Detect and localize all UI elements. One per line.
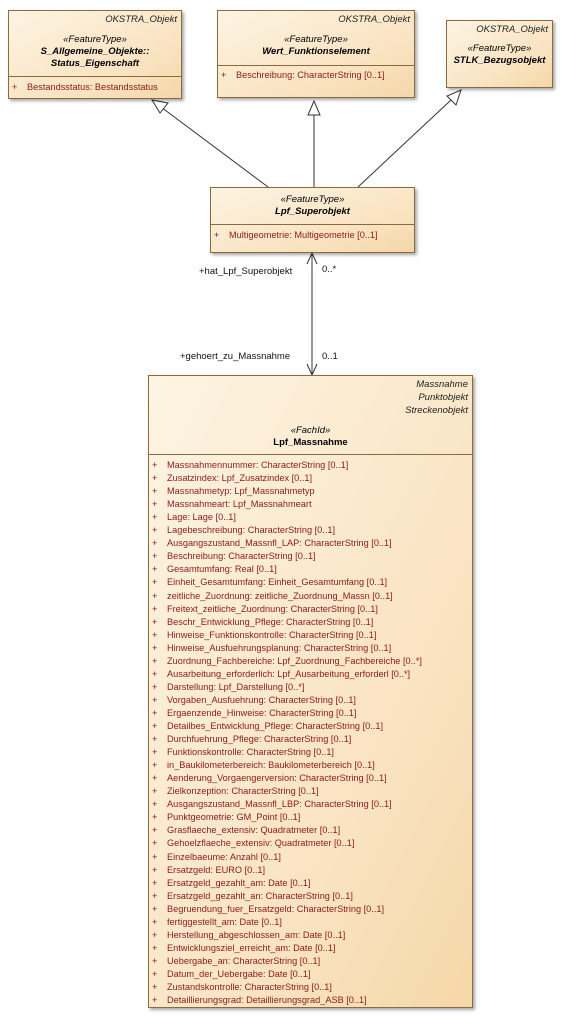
attribute-row[interactable]	[152, 511, 470, 524]
visibility-marker: +	[152, 825, 158, 836]
attribute-row[interactable]	[152, 798, 470, 811]
visibility-marker: +	[152, 551, 158, 562]
package-label-1: Massnahme	[416, 379, 468, 390]
stereotype-label: «FeatureType»	[280, 194, 345, 205]
visibility-marker: +	[152, 890, 158, 901]
generalization-status	[161, 107, 268, 187]
class-name: Wert_Funktionselement	[262, 46, 370, 57]
attribute-text: Aenderung_Vorgaengerversion: CharacterString [0..1]	[167, 773, 387, 784]
visibility-marker: +	[152, 955, 158, 966]
association-multiplicity-top: 0..*	[322, 264, 337, 275]
attribute-row[interactable]	[152, 746, 470, 759]
visibility-marker: +	[152, 694, 158, 705]
visibility-marker: +	[152, 460, 158, 470]
visibility-marker: +	[152, 916, 158, 927]
attribute-text: Massnahmeart: Lpf_Massnahmeart	[167, 499, 312, 510]
class-stlk-bezugsobjekt[interactable]	[446, 20, 553, 88]
attribute-text: Hinweise_Funktionskontrolle: CharacterString [0..1]	[167, 629, 377, 640]
attribute-text: Funktionskontrolle: CharacterString [0..1]	[167, 747, 334, 758]
attribute-text: Ausgangszustand_Massnfl_LBP: CharacterString [0..1]	[167, 799, 392, 810]
attribute-text: Freitext_zeitliche_Zuordnung: CharacterString [0..1]	[167, 603, 378, 614]
attribute-row[interactable]	[152, 785, 470, 798]
attribute-row[interactable]	[152, 655, 470, 668]
attribute-row[interactable]	[152, 563, 470, 576]
visibility-marker: +	[152, 982, 158, 992]
visibility-marker: +	[152, 903, 158, 914]
generalization-stlk	[358, 100, 451, 187]
visibility-marker: +	[214, 230, 220, 240]
attribute-row[interactable]	[152, 485, 470, 498]
visibility-marker: +	[152, 603, 158, 614]
attribute-text: Hinweise_Ausfuehrungsplanung: CharacterString [0..1]	[167, 642, 392, 653]
attribute-text: Zusatzindex: Lpf_Zusatzindex [0..1]	[167, 473, 313, 484]
class-status-eigenschaft[interactable]	[8, 10, 182, 99]
attribute-text: Bestandsstatus: Bestandsstatus	[27, 82, 158, 92]
visibility-marker: +	[152, 760, 158, 771]
class-lpf-massnahme[interactable]	[148, 375, 473, 1008]
compartment-divider	[9, 76, 181, 77]
generalization-arrowhead-stlk	[447, 90, 461, 105]
attribute-row[interactable]	[152, 890, 470, 903]
visibility-marker: +	[152, 734, 158, 745]
generalization-arrowhead-wert	[308, 101, 320, 115]
attribute-text: Multigeometrie: Multigeometrie [0..1]	[229, 230, 378, 240]
attribute-row[interactable]	[152, 759, 470, 772]
attribute-row[interactable]	[152, 772, 470, 785]
attribute-text: Beschreibung: CharacterString [0..1]	[167, 551, 316, 562]
visibility-marker: +	[152, 838, 158, 849]
stereotype-label: «FachId»	[290, 425, 331, 436]
class-name: Lpf_Massnahme	[273, 437, 348, 448]
attribute-text: Massnahmennummer: CharacterString [0..1]	[167, 460, 349, 470]
visibility-marker: +	[152, 877, 158, 888]
visibility-marker: +	[152, 681, 158, 692]
visibility-marker: +	[152, 707, 158, 718]
attribute-row[interactable]	[152, 498, 470, 511]
attribute-row[interactable]	[152, 629, 470, 642]
attribute-row[interactable]	[152, 981, 470, 994]
attribute-row[interactable]	[152, 472, 470, 485]
visibility-marker: +	[152, 747, 158, 758]
visibility-marker: +	[152, 812, 158, 823]
visibility-marker: +	[152, 642, 158, 653]
attribute-row[interactable]	[12, 81, 179, 94]
visibility-marker: +	[152, 577, 158, 588]
attribute-text: in_Baukilometerbereich: Baukilometerbereich [0..1]	[167, 760, 375, 771]
attribute-row[interactable]	[152, 524, 470, 537]
attribute-row[interactable]	[221, 69, 412, 82]
attribute-text: Darstellung: Lpf_Darstellung [0..*]	[167, 681, 305, 692]
visibility-marker: +	[152, 995, 158, 1006]
class-name: STLK_Bezugsobjekt	[453, 55, 546, 66]
visibility-marker: +	[152, 486, 158, 497]
attribute-row[interactable]	[152, 837, 470, 850]
visibility-marker: +	[152, 799, 158, 810]
stereotype-label: «FeatureType»	[63, 34, 127, 45]
attribute-text: zeitliche_Zuordnung: zeitliche_Zuordnung_Massn [0..1]	[167, 590, 393, 601]
visibility-marker: +	[152, 773, 158, 784]
attribute-text: Ausgangszustand_Massnfl_LAP: CharacterString [0..1]	[167, 538, 392, 549]
association-multiplicity-bottom: 0..1	[322, 351, 338, 362]
attribute-text: Uebergabe_an: CharacterString [0..1]	[167, 955, 321, 966]
attribute-text: Vorgaben_Ausfuehrung: CharacterString [0..1]	[167, 694, 356, 705]
attribute-text: Ersatzgeld_gezahlt_an: CharacterString [0..1]	[167, 890, 353, 901]
visibility-marker: +	[152, 968, 158, 979]
attribute-row[interactable]	[152, 550, 470, 563]
class-wert-funktionselement[interactable]	[217, 10, 415, 98]
visibility-marker: +	[152, 629, 158, 640]
attribute-row[interactable]	[152, 851, 470, 864]
attribute-row[interactable]	[152, 955, 470, 968]
association-role-bottom: +gehoert_zu_Massnahme	[180, 351, 291, 362]
attribute-text: Ersatzgeld: EURO [0..1]	[167, 864, 266, 875]
attribute-text: Beschreibung: CharacterString [0..1]	[236, 70, 385, 80]
attribute-row[interactable]	[152, 864, 470, 877]
attribute-text: Gehoelzflaeche_extensiv: Quadratmeter [0..1]	[167, 838, 355, 849]
compartment-divider	[149, 454, 472, 455]
attribute-text: Ausarbeitung_erforderlich: Lpf_Ausarbeitung_erforderl [0..*]	[167, 668, 411, 679]
package-label: OKSTRA_Objekt	[338, 14, 410, 25]
attribute-row[interactable]	[152, 994, 470, 1007]
attribute-text: Lage: Lage [0..1]	[167, 512, 236, 523]
package-label-2: Punktobjekt	[418, 392, 468, 403]
attribute-row[interactable]	[152, 707, 470, 720]
attribute-text: Datum_der_Uebergabe: Date [0..1]	[167, 968, 311, 979]
attribute-text: Detaillierungsgrad: Detaillierungsgrad_ASB [0..1]	[167, 995, 367, 1006]
visibility-marker: +	[152, 929, 158, 940]
visibility-marker: +	[221, 70, 227, 80]
visibility-marker: +	[152, 616, 158, 627]
attribute-row[interactable]	[152, 877, 470, 890]
attribute-text: Detailbes_Entwicklung_Pflege: CharacterString [0..1]	[167, 721, 384, 731]
attribute-row[interactable]	[152, 968, 470, 981]
attribute-text: Zuordnung_Fachbereiche: Lpf_Zuordnung_Fachbereiche [0..*]	[167, 655, 422, 666]
attribute-row[interactable]	[152, 537, 470, 550]
attribute-row[interactable]	[152, 642, 470, 655]
attribute-text: Ergaenzende_Hinweise: CharacterString [0..1]	[167, 707, 357, 718]
visibility-marker: +	[152, 668, 158, 679]
attribute-text: Lagebeschreibung: CharacterString [0..1]	[167, 525, 336, 536]
visibility-marker: +	[152, 590, 158, 601]
attribute-row[interactable]	[152, 824, 470, 837]
attribute-row[interactable]	[152, 942, 470, 955]
attribute-row[interactable]	[152, 603, 470, 616]
visibility-marker: +	[152, 864, 158, 875]
attribute-text: Einheit_Gesamtumfang: Einheit_Gesamtumfang [0..1]	[167, 577, 388, 588]
attribute-text: Grasflaeche_extensiv: Quadratmeter [0..1]	[167, 825, 341, 836]
attribute-row[interactable]	[152, 929, 470, 942]
class-name: Lpf_Superobjekt	[275, 206, 350, 217]
attribute-text: Zielkonzeption: CharacterString [0..1]	[167, 786, 319, 797]
attribute-text: Massnahmetyp: Lpf_Massnahmetyp	[167, 486, 315, 497]
stereotype-label: «FeatureType»	[284, 34, 348, 45]
attribute-row[interactable]	[152, 459, 470, 472]
stereotype-label: «FeatureType»	[467, 43, 532, 54]
attribute-text: Punktgeometrie: GM_Point [0..1]	[167, 812, 301, 823]
attribute-row[interactable]	[152, 590, 470, 603]
association-role-top: +hat_Lpf_Superobjekt	[199, 266, 293, 277]
visibility-marker: +	[152, 499, 158, 510]
package-label: OKSTRA_Objekt	[476, 24, 548, 35]
visibility-marker: +	[152, 473, 158, 484]
attribute-row[interactable]	[152, 694, 470, 707]
class-lpf-superobjekt[interactable]	[210, 187, 415, 253]
attribute-text: Durchfuehrung_Pflege: CharacterString [0..1]	[167, 734, 352, 745]
visibility-marker: +	[152, 525, 158, 536]
visibility-marker: +	[12, 82, 18, 92]
attribute-text: fertiggestellt_am: Date [0..1]	[167, 916, 282, 927]
attribute-row[interactable]	[152, 616, 470, 629]
attribute-text: Beschr_Entwicklung_Pflege: CharacterString [0..1]	[167, 616, 374, 627]
visibility-marker: +	[152, 564, 158, 575]
compartment-divider	[211, 224, 414, 225]
attribute-row[interactable]	[152, 916, 470, 929]
attribute-text: Ersatzgeld_gezahlt_am: Date [0..1]	[167, 877, 311, 888]
attribute-text: Entwicklungsziel_erreicht_am: Date [0..1]	[167, 942, 336, 953]
attribute-row[interactable]	[214, 229, 412, 242]
attribute-text: Begruendung_fuer_Ersatzgeld: CharacterString [0..1]	[167, 903, 385, 914]
visibility-marker: +	[152, 721, 158, 731]
attribute-row[interactable]	[152, 720, 470, 733]
compartment-divider	[218, 65, 414, 66]
attribute-text: Zustandskontrolle: CharacterString [0..1]	[167, 982, 332, 992]
visibility-marker: +	[152, 851, 158, 862]
visibility-marker: +	[152, 942, 158, 953]
visibility-marker: +	[152, 655, 158, 666]
attribute-row[interactable]	[152, 681, 470, 694]
attribute-row[interactable]	[152, 811, 470, 824]
attribute-text: Gesamtumfang: Real [0..1]	[167, 564, 277, 575]
package-label: OKSTRA_Objekt	[105, 14, 177, 25]
attribute-row[interactable]	[152, 668, 470, 681]
class-name-line1: S_Allgemeine_Objekte::	[40, 46, 150, 57]
attribute-row[interactable]	[152, 576, 470, 589]
package-label-3: Streckenobjekt	[405, 405, 468, 416]
class-name-line2: Status_Eigenschaft	[50, 58, 140, 69]
visibility-marker: +	[152, 786, 158, 797]
attribute-text: Herstellung_abgeschlossen_am: Date [0..1]	[167, 929, 346, 940]
visibility-marker: +	[152, 538, 158, 549]
attribute-row[interactable]	[152, 733, 470, 746]
visibility-marker: +	[152, 512, 158, 523]
attribute-text: Einzelbaeume: Anzahl [0..1]	[167, 851, 281, 862]
attribute-row[interactable]	[152, 903, 470, 916]
